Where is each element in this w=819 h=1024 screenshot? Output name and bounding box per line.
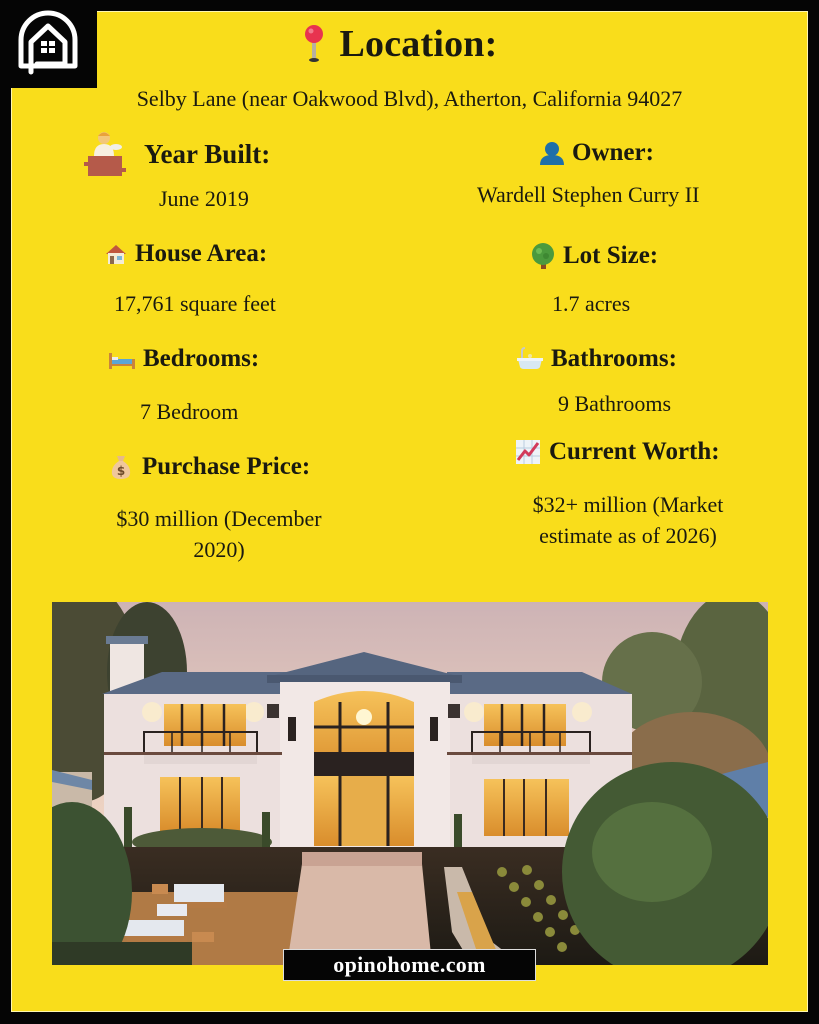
purchase-price-value-line1: $30 million (December	[116, 506, 322, 531]
house-exterior-photo	[52, 602, 768, 965]
construction-worker-icon	[82, 130, 128, 178]
lot-size-value: 1.7 acres	[552, 291, 631, 316]
house-area-label: House Area:	[135, 240, 268, 267]
owner-label: Owner:	[572, 139, 654, 166]
current-worth-value-line2: estimate as of 2026)	[539, 523, 717, 549]
location-address: Selby Lane (near Oakwood Blvd), Atherton, California 94027	[136, 86, 683, 111]
bathrooms-label-row	[516, 345, 677, 373]
lot-size-label: Lot Size:	[563, 242, 659, 269]
current-worth-value	[508, 489, 748, 551]
bathrooms-label: Bathrooms:	[551, 345, 677, 372]
purchase-price-value-line2: 2020)	[193, 537, 245, 563]
deciduous-tree-icon	[530, 242, 556, 270]
svg-text:$: $	[116, 464, 126, 478]
house-arch-icon	[11, 6, 85, 78]
current-worth-value-line1: $32+ million (Market	[532, 492, 724, 517]
lot-size-label-row	[530, 242, 658, 270]
owner-value: Wardell Stephen Curry II	[477, 182, 700, 207]
bedrooms-value: 7 Bedroom	[140, 399, 239, 424]
year-built-label: Year Built:	[144, 138, 271, 169]
bathtub-icon	[516, 347, 544, 371]
year-built-label-row	[82, 130, 270, 178]
current-worth-label: Current Worth:	[549, 438, 720, 465]
location-heading	[0, 22, 819, 66]
year-built-value: June 2019	[159, 186, 249, 211]
website-badge[interactable]: opinohome.com	[283, 949, 536, 981]
money-bag-icon	[110, 454, 132, 480]
house-icon	[104, 243, 128, 265]
bathrooms-value: 9 Bathrooms	[558, 391, 672, 416]
bedrooms-label-row	[108, 345, 259, 373]
purchase-price-label-row	[110, 453, 310, 481]
location-title: Location:	[339, 23, 498, 65]
bedrooms-label: Bedrooms:	[143, 345, 260, 372]
purchase-price-value	[98, 503, 340, 565]
house-area-label-row	[104, 240, 267, 268]
owner-label-row	[539, 139, 654, 167]
bed-icon	[108, 349, 136, 369]
current-worth-label-row	[516, 438, 720, 466]
round-pushpin-icon	[301, 24, 327, 64]
house-illustration	[52, 602, 768, 965]
purchase-price-label: Purchase Price:	[142, 453, 311, 480]
brand-logo	[0, 0, 97, 88]
chart-increasing-icon	[516, 440, 540, 464]
house-area-value: 17,761 square feet	[114, 291, 276, 316]
bust-silhouette-icon	[539, 141, 565, 165]
